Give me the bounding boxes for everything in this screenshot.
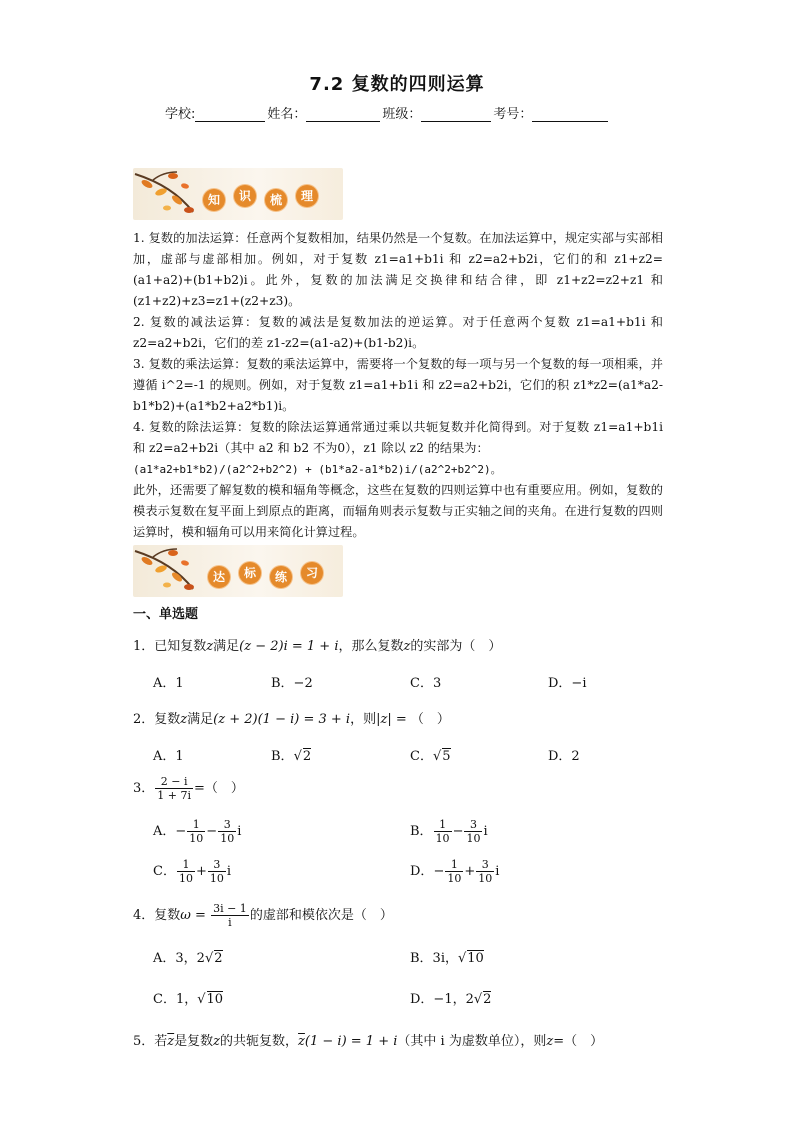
section-title: 一、单选题 xyxy=(133,607,199,622)
math-var: z xyxy=(546,1034,554,1049)
math-var: ω xyxy=(180,908,191,923)
q2-option-c[interactable]: C．√5 xyxy=(410,749,451,764)
badge-char: 标 xyxy=(239,562,261,584)
denominator: 10 xyxy=(466,832,481,845)
knowledge-item-addition: 1. 复数的加法运算：任意两个复数相加，结果仍然是一个复数。在加法运算中，规定实部与实部相加，虚部与虚部相加。例如，对于复数 z1=a1+b1i 和 z2=a2+b2i，它们的和 z1+z2=(a1+a2)+(b1+b2)i。此外，复数的加法满足交换律和结合律，即 z1+z2=z2+z1 和(z1+z2)+z3=z1+(z2+z3)。 xyxy=(133,231,663,308)
fraction xyxy=(476,858,494,885)
name-label: 姓名： xyxy=(267,107,307,122)
fraction xyxy=(208,858,226,885)
practice-banner xyxy=(133,545,343,597)
option-label: B．3i， xyxy=(410,951,458,966)
numerator: 1 xyxy=(445,858,463,872)
question-text: =（ ） xyxy=(553,1034,604,1049)
math-equation: = xyxy=(190,908,211,923)
radicand: 2 xyxy=(302,749,312,764)
question-1 xyxy=(133,635,501,654)
fraction xyxy=(177,858,195,885)
question-text: 满足 xyxy=(213,639,240,654)
q2-option-b[interactable]: B．√2 xyxy=(271,749,312,764)
math-abs: |z| xyxy=(376,712,392,727)
question-number: 3． xyxy=(133,781,155,796)
q1-option-c[interactable]: C．3 xyxy=(410,676,442,691)
q1-option-d[interactable]: D．−i xyxy=(548,676,587,691)
option-label: A．3，2 xyxy=(153,951,205,966)
imag-unit: i xyxy=(237,824,242,839)
math-var: z xyxy=(180,712,188,727)
exam-no-blank[interactable] xyxy=(532,109,608,122)
option-label: B． xyxy=(271,749,294,764)
math-equation: (1 − i) = 1 + i xyxy=(304,1034,398,1049)
denominator: i xyxy=(228,916,232,929)
radicand: 10 xyxy=(467,951,484,966)
operator: − xyxy=(206,824,218,839)
badge-char: 梳 xyxy=(265,189,287,211)
class-blank[interactable] xyxy=(421,109,491,122)
numerator: 3 xyxy=(208,858,226,872)
question-text: = （ ） xyxy=(391,712,450,727)
option-label: B． xyxy=(410,824,433,839)
option-label: D．−1，2 xyxy=(410,992,474,1007)
badge-char: 理 xyxy=(296,185,318,207)
denominator: 10 xyxy=(209,872,224,885)
student-info-line xyxy=(165,103,610,122)
question-5 xyxy=(133,1030,603,1049)
question-text: （其中 i 为虚数单位），则 xyxy=(397,1034,547,1049)
question-text: ，则 xyxy=(350,712,377,727)
question-number: 5． xyxy=(133,1034,155,1049)
division-formula: (a1*a2+b1*b2)/(a2^2+b2^2) + (b1*a2-a1*b2)i/(a2^2+b2^2)。 xyxy=(133,463,502,476)
question-text: 复数 xyxy=(154,908,181,923)
school-blank[interactable] xyxy=(195,109,265,122)
question-text: 复数 xyxy=(154,712,181,727)
numerator: 3 xyxy=(464,818,482,832)
imag-unit: i xyxy=(226,864,232,879)
fraction xyxy=(155,775,193,802)
math-equation: (z − 2)i = 1 + i xyxy=(239,639,339,654)
knowledge-item-multiplication: 3. 复数的乘法运算：复数的乘法运算中，需要将一个复数的每一项与另一个复数的每一项相乘，并遵循 i^2=-1 的规则。例如，对于复数 z1=a1+b1i 和 z2=a2+b2i，它们的积 z1*z2=(a1*a2-b1*b2)+(a1*b2+a2*b1)i。 xyxy=(133,357,663,413)
fraction xyxy=(464,818,482,845)
knowledge-note: 此外，还需要了解复数的模和辐角等概念，这些在复数的四则运算中也有重要应用。例如，复数的模表示复数在复平面上到原点的距离，而辐角则表示复数与正实轴之间的夹角。在进行复数的四则运算时，模和辐角可以用来简化计算过程。 xyxy=(133,483,663,539)
fraction xyxy=(187,818,205,845)
denominator: 10 xyxy=(478,872,493,885)
knowledge-content xyxy=(133,228,663,543)
operator: + xyxy=(195,864,207,879)
denominator: 10 xyxy=(220,832,235,845)
math-var: z xyxy=(403,639,411,654)
question-2 xyxy=(133,708,450,727)
q3-option-c[interactable] xyxy=(153,858,231,885)
operator: + xyxy=(464,864,476,879)
badge-char: 识 xyxy=(234,185,256,207)
badge-char: 知 xyxy=(203,189,225,211)
q3-option-a[interactable] xyxy=(153,818,241,845)
badge-char: 达 xyxy=(208,566,230,588)
fraction xyxy=(218,818,236,845)
denominator: 10 xyxy=(447,872,462,885)
fraction xyxy=(434,818,452,845)
q2-option-a[interactable]: A．1 xyxy=(153,749,184,764)
question-text: 若 xyxy=(154,1034,168,1049)
question-text: 的虚部和模依次是（ ） xyxy=(249,908,393,923)
question-text: 的共轭复数， xyxy=(220,1034,299,1049)
q3-option-d[interactable] xyxy=(410,858,499,885)
question-text: 的实部为（ ） xyxy=(410,639,502,654)
class-label: 班级： xyxy=(382,107,422,122)
option-label: C． xyxy=(153,864,176,879)
denominator: 10 xyxy=(435,832,450,845)
q4-option-a[interactable]: A．3，2√2 xyxy=(153,951,223,966)
option-label: A． xyxy=(153,824,176,839)
radicand: 5 xyxy=(442,749,451,764)
knowledge-item-subtraction: 2. 复数的减法运算：复数的减法是复数加法的逆运算。对于任意两个复数 z1=a1+b1i 和 z2=a2+b2i，它们的差 z1-z2=(a1-a2)+(b1-b2)i。 xyxy=(133,315,663,350)
denominator: 10 xyxy=(189,832,204,845)
imag-unit: i xyxy=(483,824,488,839)
knowledge-banner xyxy=(133,168,343,220)
denominator: 10 xyxy=(178,872,193,885)
question-text: =（ ） xyxy=(194,781,244,796)
radicand: 2 xyxy=(214,951,223,966)
sign: − xyxy=(175,824,187,839)
math-equation: (z + 2)(1 − i) = 3 + i xyxy=(213,712,351,727)
school-label: 学校: xyxy=(165,107,196,122)
imag-unit: i xyxy=(495,864,500,879)
fraction xyxy=(211,902,249,929)
conjugate-var: $\overline{z}$ xyxy=(167,1034,175,1049)
radicand: 2 xyxy=(483,992,492,1007)
q1-option-b[interactable]: B．−2 xyxy=(271,676,313,691)
q4-option-c[interactable]: C．1，√10 xyxy=(153,992,224,1007)
q1-option-a[interactable]: A．1 xyxy=(153,676,184,691)
q3-option-b[interactable] xyxy=(410,818,488,845)
conjugate-var: $\overline{z}$ xyxy=(298,1034,305,1049)
option-label: C． xyxy=(410,749,433,764)
numerator: 3 xyxy=(218,818,236,832)
numerator: 1 xyxy=(434,818,452,832)
q2-option-d[interactable]: D．2 xyxy=(548,749,580,764)
numerator: 2 − i xyxy=(155,775,193,789)
question-3 xyxy=(133,775,244,802)
badge-char: 习 xyxy=(301,562,323,584)
page-title: 7.2 复数的四则运算 xyxy=(309,74,485,95)
question-text: 满足 xyxy=(187,712,214,727)
math-var: z xyxy=(206,639,214,654)
fraction xyxy=(445,858,463,885)
math-var: z xyxy=(213,1034,221,1049)
question-number: 1． xyxy=(133,639,155,654)
numerator: 1 xyxy=(177,858,195,872)
question-text: ，那么复数 xyxy=(338,639,404,654)
question-text: 已知复数 xyxy=(154,639,207,654)
option-label: C．1， xyxy=(153,992,198,1007)
option-label: D． xyxy=(410,864,434,879)
operator: − xyxy=(452,824,464,839)
question-number: 4． xyxy=(133,908,155,923)
knowledge-item-division: 4. 复数的除法运算：复数的除法运算通常通过乘以共轭复数并化简得到。对于复数 z1=a1+b1i 和 z2=a2+b2i（其中 a2 和 b2 不为0），z1 除以 z2 的结果为： xyxy=(133,420,663,455)
numerator: 3i − 1 xyxy=(213,902,247,915)
q4-option-b[interactable]: B．3i，√10 xyxy=(410,951,484,966)
denominator: 1 + 7i xyxy=(157,789,192,802)
numerator: 1 xyxy=(187,818,205,832)
question-4 xyxy=(133,902,393,929)
badge-char: 练 xyxy=(270,566,292,588)
exam-no-label: 考号： xyxy=(493,107,533,122)
radicand: 10 xyxy=(206,992,224,1007)
sign: − xyxy=(433,864,445,879)
name-blank[interactable] xyxy=(306,109,380,122)
q4-option-d[interactable]: D．−1，2√2 xyxy=(410,992,492,1007)
numerator: 3 xyxy=(476,858,494,872)
question-number: 2． xyxy=(133,712,155,727)
question-text: 是复数 xyxy=(174,1034,214,1049)
